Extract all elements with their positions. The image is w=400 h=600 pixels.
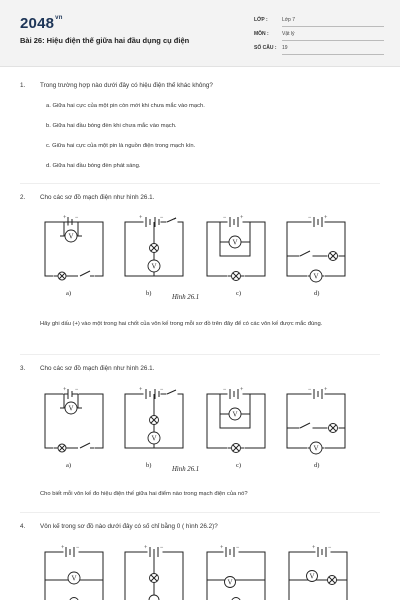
plus-sign: + xyxy=(312,545,316,551)
question-text: Cho các sơ đồ mạch điện như hình 26.1. xyxy=(40,365,155,372)
diagram-label-d: d) xyxy=(314,290,320,297)
plus-sign: + xyxy=(220,545,224,551)
minus-sign: − xyxy=(160,215,164,221)
voltmeter-label: V xyxy=(68,404,74,413)
plus-sign: + xyxy=(324,215,328,221)
meta-class xyxy=(254,17,384,27)
meta-count-key: SỐ CÂU : xyxy=(254,45,277,51)
question-text: Vôn kế trong sơ đồ nào dưới đây có số chỉ bằng 0 ( hình 26.2)? xyxy=(40,523,218,530)
voltmeter-label: V xyxy=(71,574,77,583)
minus-sign: − xyxy=(328,545,332,551)
question-text: Trong trường hợp nào dưới đây có hiệu điện thế khác không? xyxy=(40,82,213,89)
plus-sign: + xyxy=(240,387,244,393)
answer-option-d[interactable]: d. Giữa hai đầu bóng đèn phát sáng. xyxy=(46,163,141,169)
voltmeter-label: V xyxy=(68,232,74,241)
figure-caption: Hình 26.1 xyxy=(172,466,200,473)
question-instruction: Cho biết mỗi vôn kế đo hiệu điện thế giữa hai điểm nào trong mạch điện của nó? xyxy=(40,491,248,497)
circuit-wire xyxy=(45,222,103,276)
circuit-diagram-b xyxy=(124,214,186,282)
circuit-diagram-a xyxy=(44,386,106,454)
question-number: 4. xyxy=(20,523,26,530)
minus-sign: − xyxy=(76,545,80,551)
voltmeter-label: V xyxy=(232,410,238,419)
circuit-diagram-4a xyxy=(44,544,106,600)
plus-sign: + xyxy=(139,387,143,393)
circuit-diagram-4b xyxy=(124,544,186,600)
voltmeter-label: V xyxy=(313,444,319,453)
voltmeter-label: V xyxy=(309,572,315,581)
minus-sign: − xyxy=(223,215,227,221)
site-logo[interactable] xyxy=(20,15,63,32)
meta-subject xyxy=(254,31,384,41)
circuit-diagram-b xyxy=(124,386,186,454)
plus-sign: + xyxy=(324,387,328,393)
voltmeter-icon xyxy=(149,595,159,600)
diagram-label-c: c) xyxy=(236,462,242,469)
voltmeter-label: V xyxy=(151,434,157,443)
question-number: 3. xyxy=(20,365,26,372)
plus-sign: + xyxy=(63,215,67,221)
voltmeter-label: V xyxy=(151,262,157,271)
question-number: 1. xyxy=(20,82,26,89)
minus-sign: − xyxy=(75,387,79,393)
question-2 xyxy=(0,194,400,204)
question-text: Cho các sơ đồ mạch điện như hình 26.1. xyxy=(40,194,155,201)
circuit-diagram-d xyxy=(286,214,348,282)
minus-sign: − xyxy=(236,545,240,551)
meta-class-value: Lớp 7 xyxy=(282,17,296,23)
voltmeter-label: V xyxy=(313,272,319,281)
question-instruction: Hãy ghi dấu (+) vào một trong hai chốt của vôn kế trong mỗi sơ đồ trên đây để có các vôn kế được mắc đúng. xyxy=(40,321,323,327)
page-header xyxy=(0,0,400,67)
meta-class-key: LỚP : xyxy=(254,17,268,23)
diagram-label-a: a) xyxy=(66,462,72,469)
plus-sign: + xyxy=(240,215,244,221)
question-4 xyxy=(0,523,400,533)
voltmeter-label: V xyxy=(232,238,238,247)
minus-sign: − xyxy=(160,387,164,393)
circuit-diagram-c xyxy=(206,214,268,282)
plus-sign: + xyxy=(144,545,148,551)
question-1 xyxy=(0,82,400,92)
circuit-diagram-4d xyxy=(288,544,350,600)
minus-sign: − xyxy=(308,215,312,221)
plus-sign: + xyxy=(63,387,67,393)
question-number: 2. xyxy=(20,194,26,201)
plus-sign: + xyxy=(61,545,65,551)
minus-sign: − xyxy=(308,387,312,393)
circuit-diagram-d xyxy=(286,386,348,454)
figure-caption: Hình 26.1 xyxy=(172,294,200,301)
answer-option-a[interactable]: a. Giữa hai cực của một pin còn mới khi chưa mắc vào mạch. xyxy=(46,103,205,109)
divider xyxy=(20,183,380,184)
diagram-label-b: b) xyxy=(146,290,152,297)
diagram-label-d: d) xyxy=(314,462,320,469)
minus-sign: − xyxy=(160,545,164,551)
meta-count-value: 19 xyxy=(282,45,288,51)
divider xyxy=(20,354,380,355)
voltmeter-label: V xyxy=(227,578,233,587)
brand-name: 2048 xyxy=(20,15,55,32)
answer-option-c[interactable]: c. Giữa hai cực của một pin là nguồn điện trong mạch kín. xyxy=(46,143,196,149)
minus-sign: − xyxy=(75,215,79,221)
circuit-diagram-c xyxy=(206,386,268,454)
meta-subject-value: Vật lý xyxy=(282,31,295,37)
meta-count xyxy=(254,45,384,55)
diagram-label-c: c) xyxy=(236,290,242,297)
circuit-diagram-4c xyxy=(206,544,268,600)
answer-option-b[interactable]: b. Giữa hai đầu bóng đèn khi chưa mắc vào mạch. xyxy=(46,123,177,129)
circuit-diagram-a xyxy=(44,214,106,282)
diagram-label-a: a) xyxy=(66,290,72,297)
brand-suffix: vn xyxy=(55,15,63,21)
question-3 xyxy=(0,365,400,375)
minus-sign: − xyxy=(223,387,227,393)
lesson-title: Bài 26: Hiệu điện thế giữa hai đầu dụng cụ điện xyxy=(20,36,190,45)
meta-subject-key: MÔN : xyxy=(254,31,269,37)
diagram-label-b: b) xyxy=(146,462,152,469)
plus-sign: + xyxy=(139,215,143,221)
divider xyxy=(20,512,380,513)
